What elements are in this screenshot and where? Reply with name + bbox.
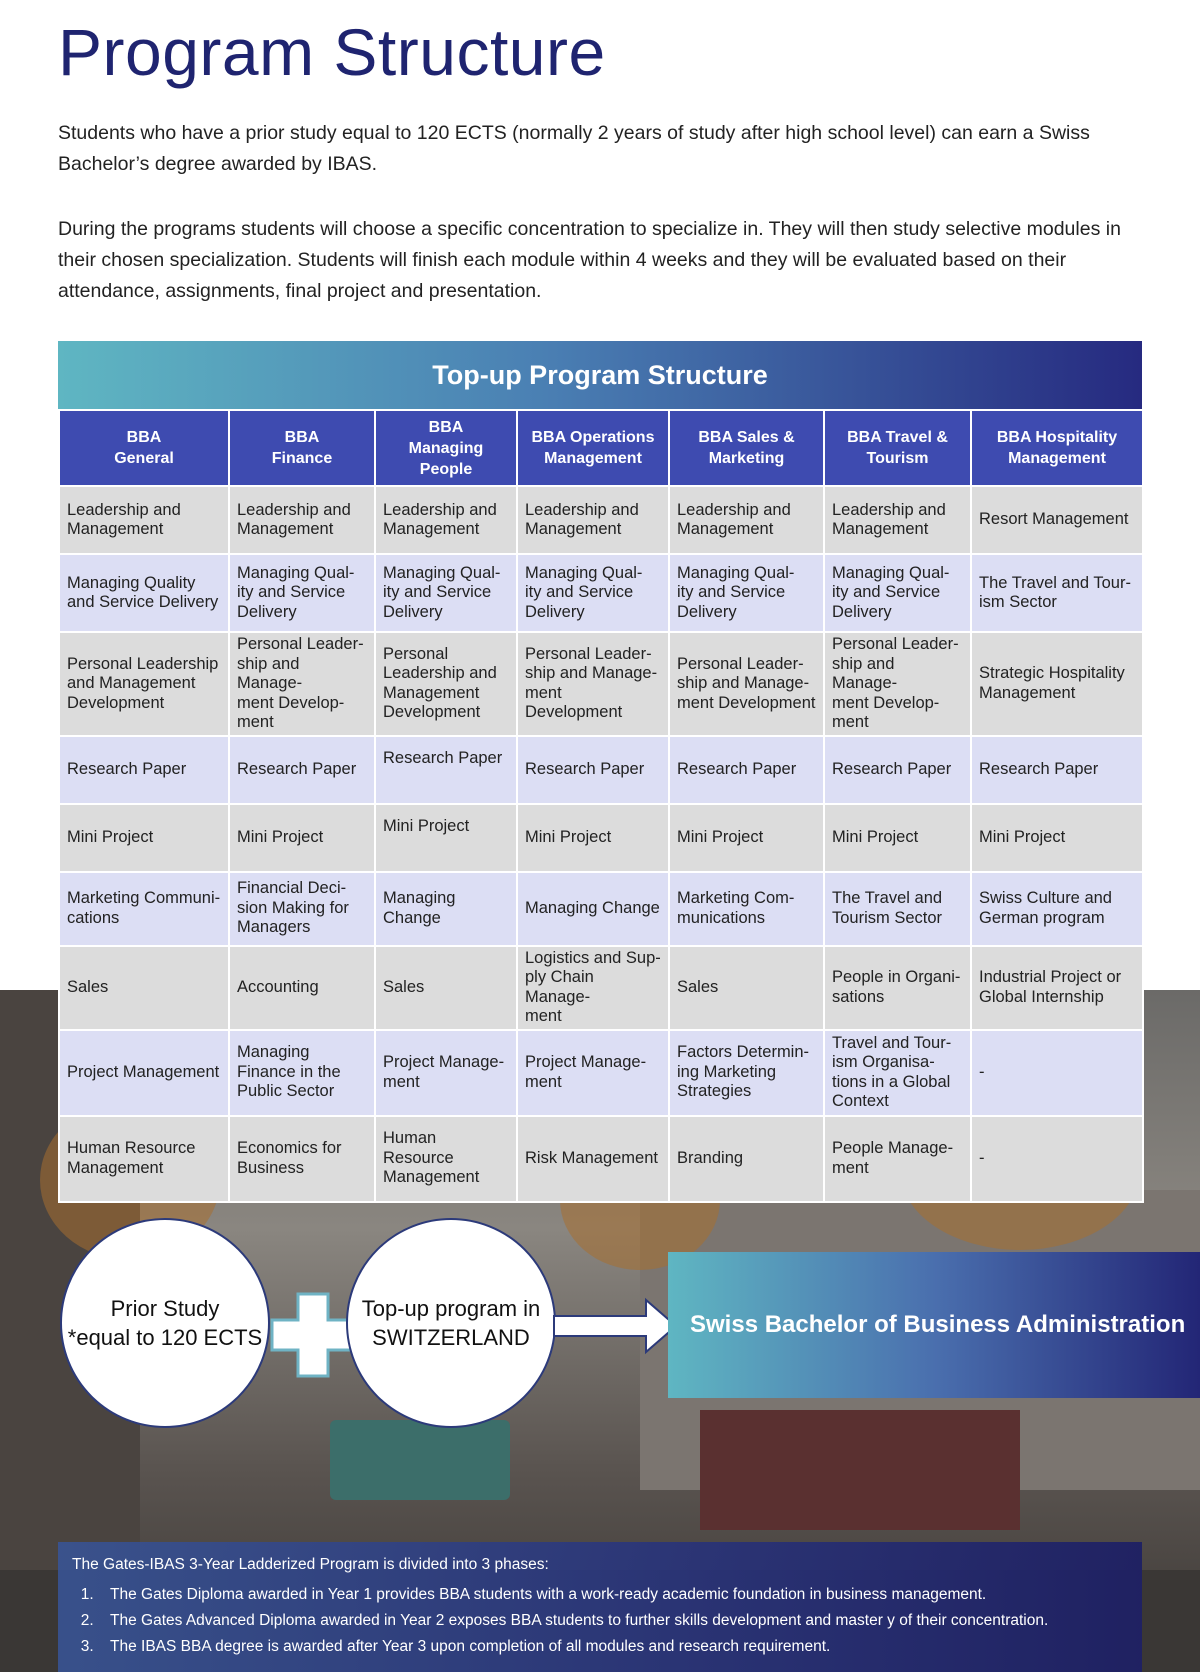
- table-cell: Leadership and Management: [517, 486, 669, 554]
- program-table: [58, 341, 1142, 1203]
- table-cell: Sales: [59, 946, 229, 1030]
- table-cell: -: [971, 1116, 1143, 1202]
- table-row: [59, 736, 1143, 804]
- table-cell: Marketing Communi- cations: [59, 872, 229, 946]
- col-header-managing-people: BBA Managing People: [375, 410, 517, 486]
- table-cell: Leadership and Management: [669, 486, 824, 554]
- table-cell: Managing Qual- ity and Service Delivery: [375, 554, 517, 632]
- table-cell: Branding: [669, 1116, 824, 1202]
- page-title: Program Structure: [58, 15, 606, 89]
- table-cell: Logistics and Sup- ply Chain Manage- ment: [517, 946, 669, 1030]
- table-cell: Travel and Tour- ism Organisa- tions in a Global Context: [824, 1030, 971, 1116]
- table-cell: Leadership and Management: [229, 486, 375, 554]
- table-row: [59, 1030, 1143, 1116]
- table-cell: Mini Project: [669, 804, 824, 872]
- table-cell: Strategic Hospitality Management: [971, 632, 1143, 736]
- phases-intro: The Gates-IBAS 3-Year Ladderized Program is divided into 3 phases:: [72, 1556, 549, 1573]
- table-cell: Human Resource Management: [375, 1116, 517, 1202]
- col-header-operations: BBA Operations Management: [517, 410, 669, 486]
- plus-icon: [268, 1290, 358, 1380]
- table-cell: Managing Change: [517, 872, 669, 946]
- table-cell: Leadership and Management: [59, 486, 229, 554]
- intro-paragraph: Students who have a prior study equal to 120 ECTS (normally 2 years of study after high school level) can earn a Swiss Bachelor’s degree awarded by IBAS.: [58, 122, 1090, 175]
- header-row: [59, 410, 1143, 486]
- table-cell: Personal Leadership and Management Development: [375, 632, 517, 736]
- table-cell: Research Paper: [375, 736, 517, 804]
- table-cell: Research Paper: [824, 736, 971, 804]
- prior-study-circle: Prior Study *equal to 120 ECTS: [60, 1218, 270, 1428]
- table-cell: People Manage- ment: [824, 1116, 971, 1202]
- table-cell: Sales: [669, 946, 824, 1030]
- table-cell: Industrial Project or Global Internship: [971, 946, 1143, 1030]
- table-cell: Economics for Business: [229, 1116, 375, 1202]
- table-cell: Human Resource Management: [59, 1116, 229, 1202]
- table-cell: Mini Project: [824, 804, 971, 872]
- arrow-right-icon: [550, 1296, 680, 1356]
- table-cell: Managing Change: [375, 872, 517, 946]
- table-cell: Managing Qual- ity and Service Delivery: [517, 554, 669, 632]
- phases-list: [72, 1586, 1128, 1656]
- table-cell: Mini Project: [971, 804, 1143, 872]
- table-row: [59, 486, 1143, 554]
- table-cell: Personal Leader- ship and Manage- ment Develop- ment: [229, 632, 375, 736]
- list-item: 2. The Gates Advanced Diploma awarded in Year 2 exposes BBA students to further skills development and master y of their concentration.: [98, 1612, 1128, 1630]
- table-row: [59, 872, 1143, 946]
- table-cell: The Travel and Tour- ism Sector: [971, 554, 1143, 632]
- structure-table: [58, 409, 1144, 1203]
- program-paragraph: During the programs students will choose a specific concentration to specialize in. They will then study selective modules in their chosen specialization. Students will finish each module within 4 weeks and they will be evaluated based on their attendance, assignments, final project and presentation.: [58, 218, 1121, 302]
- table-cell: Mini Project: [59, 804, 229, 872]
- table-cell: -: [971, 1030, 1143, 1116]
- table-row: [59, 946, 1143, 1030]
- table-cell: Leadership and Management: [824, 486, 971, 554]
- table-title: Top-up Program Structure: [58, 341, 1142, 409]
- table-cell: Personal Leader- ship and Manage- ment Development: [669, 632, 824, 736]
- col-header-travel-tourism: BBA Travel & Tourism: [824, 410, 971, 486]
- table-cell: Research Paper: [59, 736, 229, 804]
- table-cell: Marketing Com- munications: [669, 872, 824, 946]
- col-header-general: BBA General: [59, 410, 229, 486]
- col-header-hospitality: BBA Hospitality Management: [971, 410, 1143, 486]
- list-item: 3. The IBAS BBA degree is awarded after Year 3 upon completion of all modules and research requirement.: [98, 1638, 1128, 1656]
- table-row: [59, 554, 1143, 632]
- table-cell: Managing Qual- ity and Service Delivery: [229, 554, 375, 632]
- table-row: [59, 804, 1143, 872]
- table-cell: People in Organi- sations: [824, 946, 971, 1030]
- table-cell: Risk Management: [517, 1116, 669, 1202]
- col-header-finance: BBA Finance: [229, 410, 375, 486]
- table-cell: Factors Determin- ing Marketing Strategies: [669, 1030, 824, 1116]
- table-cell: Managing Qual- ity and Service Delivery: [669, 554, 824, 632]
- table-row: [59, 1116, 1143, 1202]
- table-cell: Managing Qual- ity and Service Delivery: [824, 554, 971, 632]
- table-cell: Leadership and Management: [375, 486, 517, 554]
- topup-program-circle: Top-up program in SWITZERLAND: [346, 1218, 556, 1428]
- table-cell: Mini Project: [229, 804, 375, 872]
- table-cell: Research Paper: [669, 736, 824, 804]
- table-cell: Sales: [375, 946, 517, 1030]
- table-row: [59, 632, 1143, 736]
- table-cell: Mini Project: [517, 804, 669, 872]
- table-cell: Swiss Culture and German program: [971, 872, 1143, 946]
- table-cell: Personal Leader- ship and Manage- ment Development: [517, 632, 669, 736]
- table-cell: Research Paper: [517, 736, 669, 804]
- table-cell: Research Paper: [971, 736, 1143, 804]
- table-cell: Project Manage- ment: [517, 1030, 669, 1116]
- table-cell: Financial Deci- sion Making for Managers: [229, 872, 375, 946]
- table-cell: Managing Finance in the Public Sector: [229, 1030, 375, 1116]
- table-cell: Managing Quality and Service Delivery: [59, 554, 229, 632]
- table-cell: Accounting: [229, 946, 375, 1030]
- table-cell: Resort Management: [971, 486, 1143, 554]
- table-cell: Project Manage- ment: [375, 1030, 517, 1116]
- list-item: 1. The Gates Diploma awarded in Year 1 provides BBA students with a work-ready academic foundation in business management.: [98, 1586, 1128, 1604]
- phases-box: [58, 1542, 1142, 1672]
- degree-banner: Swiss Bachelor of Business Administration: [668, 1252, 1200, 1398]
- table-cell: Personal Leadership and Management Development: [59, 632, 229, 736]
- table-cell: Mini Project: [375, 804, 517, 872]
- col-header-sales-marketing: BBA Sales & Marketing: [669, 410, 824, 486]
- table-cell: Research Paper: [229, 736, 375, 804]
- table-cell: The Travel and Tourism Sector: [824, 872, 971, 946]
- table-cell: Personal Leader- ship and Manage- ment Develop- ment: [824, 632, 971, 736]
- table-cell: Project Management: [59, 1030, 229, 1116]
